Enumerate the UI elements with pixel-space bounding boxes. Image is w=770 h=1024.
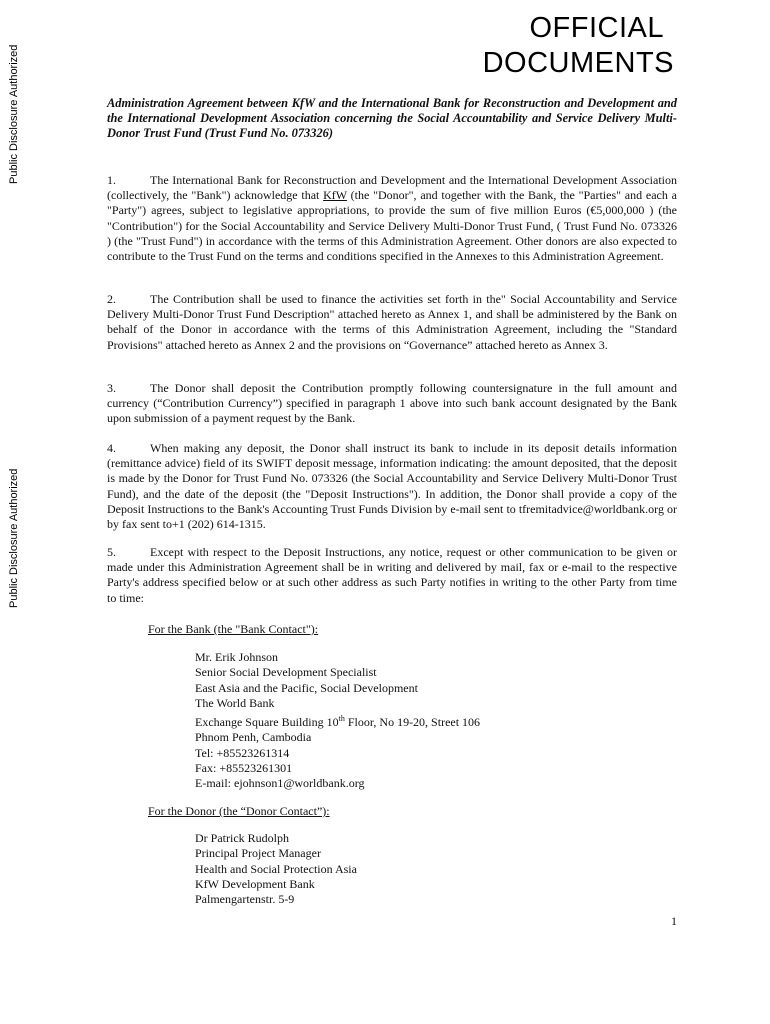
donor-contact-position: Principal Project Manager	[195, 846, 321, 861]
paragraph-4	[107, 441, 677, 532]
paragraph-1	[107, 173, 677, 264]
bank-contact-position: Senior Social Development Specialist	[195, 665, 377, 680]
paragraph-2	[107, 292, 677, 353]
paragraph-text: When making any deposit, the Donor shall instruct its bank to include in its deposit details information (remittance advice) field of its SWIFT deposit message, information indicating: the amount deposited, that the deposit is made by the Donor for Trust Fund No. 073326 (the Social Accountability and Service Delivery Multi-Donor Trust Fund), and the date of the deposit (the "Deposit Instructions"). In addition, the Donor shall provide a copy of the Deposit Instructions to the Bank's Accounting Trust Funds Division by e-mail sent to tfremitadvice@worldbank.org or by fax sent to+1 (202) 614-1315.	[107, 441, 677, 532]
bank-contact-block	[195, 650, 480, 792]
paragraph-5	[107, 545, 677, 606]
bank-contact-fax: Fax: +85523261301	[195, 761, 293, 776]
bank-contact-heading: For the Bank (the "Bank Contact"):	[148, 622, 319, 636]
donor-contact-department: Health and Social Protection Asia	[195, 861, 357, 876]
donor-contact-heading: For the Donor (the “Donor Contact”):	[148, 804, 330, 818]
bank-contact-name: Mr. Erik Johnson	[195, 650, 279, 664]
paragraph-number: 2.	[107, 292, 116, 306]
donor-name-underlined: KfW	[323, 188, 347, 203]
paragraph-3	[107, 381, 677, 427]
paragraph-number: 4.	[107, 441, 116, 455]
paragraph-number: 1.	[107, 173, 116, 187]
bank-contact-email: E-mail: ejohnson1@worldbank.org	[195, 776, 365, 791]
bank-contact-department: East Asia and the Pacific, Social Development	[195, 680, 418, 695]
paragraph-text: Except with respect to the Deposit Instructions, any notice, request or other communication to be given or made under this Administration Agreement shall be in writing and delivered by mail, fax or e-mail to the respective Party's address specified below or at such other address as such Party notifies in writing to the other Party from time to time:	[107, 545, 677, 605]
donor-contact-street: Palmengartenstr. 5-9	[195, 892, 295, 907]
document-title: Administration Agreement between KfW and the International Bank for Reconstruction and Development and the International Development Association concerning the Social Accountability and Service Delivery Multi-Donor Trust Fund (Trust Fund No. 073326)	[107, 96, 677, 140]
disclosure-side-label: Public Disclosure Authorized	[8, 44, 20, 184]
disclosure-side-label: Public Disclosure Authorized	[8, 468, 20, 608]
donor-contact-organization: KfW Development Bank	[195, 876, 315, 891]
paragraph-text: The Contribution shall be used to finance the activities set forth in the" Social Accountability and Service Delivery Multi-Donor Trust Fund Description" attached hereto as Annex 1, and shall be administered by the Bank on behalf of the Donor in accordance with the terms of this Administration Agreement, including the "Standard Provisions" attached hereto as Annex 2 and the provisions on “Governance” attached hereto as Annex 3.	[107, 292, 677, 352]
bank-contact-tel: Tel: +85523261314	[195, 745, 290, 760]
official-stamp-line2: DOCUMENTS	[482, 47, 674, 79]
bank-contact-city: Phnom Penh, Cambodia	[195, 730, 312, 745]
page-number: 1	[671, 914, 677, 928]
donor-contact-name: Dr Patrick Rudolph	[195, 831, 289, 845]
paragraph-number: 3.	[107, 381, 116, 395]
paragraph-text: The Donor shall deposit the Contribution promptly following countersignature in the full amount and currency (“Contribution Currency”) specified in paragraph 1 above into such bank account designated by the Bank upon submission of a payment request by the Bank.	[107, 381, 677, 426]
official-stamp-line1: OFFICIAL	[529, 12, 664, 44]
paragraph-text: (the "Donor", and together with the Bank, the "Parties" and each a "Party") agrees, subject to legislative appropriations, to provide the sum of five million Euros (€5,000,000 ) (the "Contribution") for the Social Accountability and Service Delivery Multi-Donor Trust Fund, ( Trust Fund No. 073326 ) (the "Trust Fund") in accordance with the terms of this Administration Agreement. Other donors are also expected to contribute to the Trust Fund on the terms and conditions specified in the Annexes to this Administration Agreement.	[107, 188, 677, 264]
paragraph-number: 5.	[107, 545, 116, 559]
bank-contact-address: Exchange Square Building 10th Floor, No 19-20, Street 106	[195, 714, 481, 730]
paragraph-text: The International Bank for Reconstruction and Development and the International Development Association (collectively, the "Bank") acknowledge that	[107, 173, 677, 203]
bank-contact-organization: The World Bank	[195, 695, 275, 710]
donor-contact-block	[195, 831, 357, 907]
